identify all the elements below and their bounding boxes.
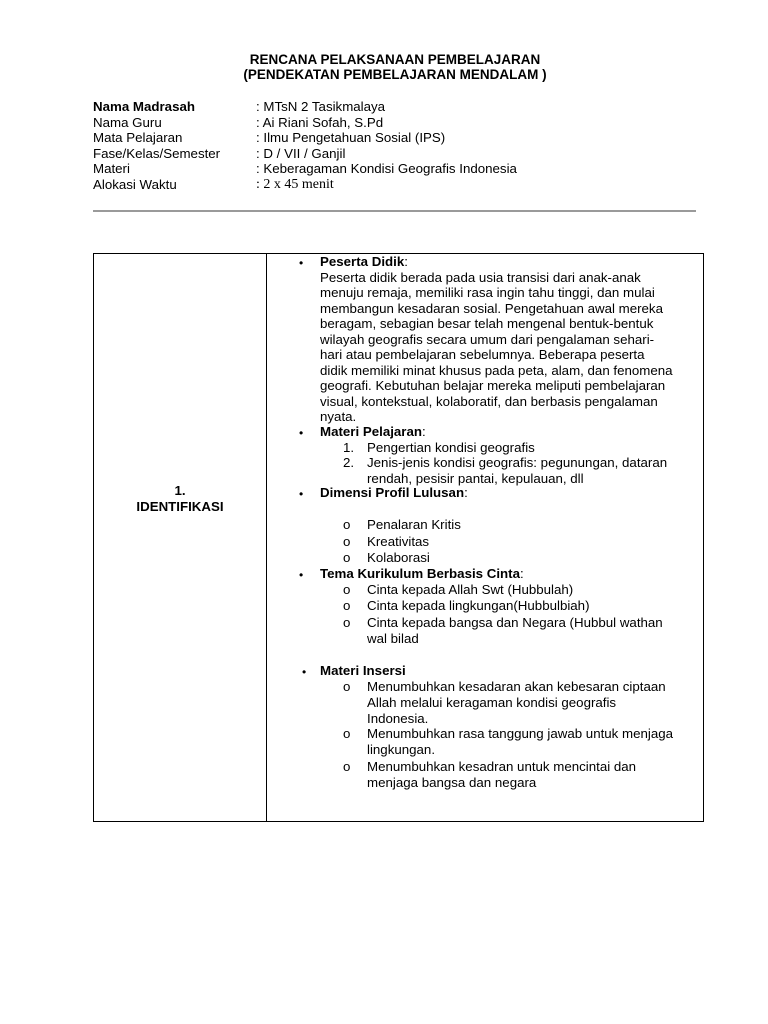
bullet-icon: • [299,426,304,440]
section-name: IDENTIFIKASI [136,498,224,514]
info-label: Nama Madrasah [93,99,195,114]
bullet-icon: • [299,256,304,270]
horizontal-rule [93,210,696,212]
peserta-heading-line [320,254,408,270]
list-item: rendah, pesisir pantai, kepulauan, dll [367,470,584,486]
colon: : [422,424,426,439]
info-label: Materi [93,161,130,176]
circle-bullet-icon: o [343,679,351,694]
text-line: membangun kesadaran sosial. Pengetahuan awal mereka [320,300,663,316]
content-cell [94,254,705,823]
text-line: beragam, sebagian besar telah mengenal bentuk-bentuk [320,316,654,331]
circle-bullet-icon: o [343,598,351,613]
list-item: Menumbuhkan rasa tanggung jawab untuk menjaga [367,726,674,741]
bullet-icon: • [299,487,304,501]
materi-heading-line [320,424,426,440]
list-item: Kreativitas [367,533,430,549]
list-item: Menumbuhkan kesadaran akan kebesaran ciptaan [367,679,666,694]
list-item: Indonesia. [367,710,429,726]
list-item: Menumbuhkan kesadran untuk mencintai dan [367,759,637,774]
document-subtitle: (PENDEKATAN PEMBELAJARAN MENDALAM ) [243,67,547,82]
list-item: Cinta kepada bangsa dan Negara (Hubbul wathan [367,615,663,630]
bullet-icon: • [302,665,307,679]
info-value: : Keberagaman Kondisi Geografis Indonesia [256,161,517,176]
info-value: : Ai Riani Sofah, S.Pd [256,114,384,130]
info-value: : D / VII / Ganjil [256,145,346,161]
text-line: hari atau pembelajaran sebelumnya. Beberapa peserta [320,347,645,362]
tema-heading-line [320,566,524,582]
list-item: Penalaran Kritis [367,517,461,532]
circle-bullet-icon: o [343,615,351,630]
dimensi-heading: Dimensi Profil Lulusan [320,485,465,500]
info-value: : MTsN 2 Tasikmalaya [256,99,386,114]
list-item: Cinta kepada lingkungan(Hubbulbiah) [367,598,590,613]
circle-bullet-icon: o [343,582,351,597]
list-item: Cinta kepada Allah Swt (Hubbulah) [367,582,574,597]
list-item: Jenis-jenis kondisi geografis: pegunungan, dataran [367,455,668,470]
dimensi-heading-line [320,485,468,501]
text-line: menuju remaja, memiliki rasa ingin tahu tinggi, dan mulai [320,285,655,300]
info-label: Fase/Kelas/Semester [93,145,221,161]
materi-heading: Materi Pelajaran [320,424,422,439]
list-item: wal bilad [367,631,419,646]
list-item: Allah melalui keragaman kondisi geografis [367,695,617,710]
circle-bullet-icon: o [343,759,351,774]
colon: : [520,566,524,581]
section-number: 1. [174,483,186,498]
list-number: 2. [343,455,355,470]
info-label: Nama Guru [93,114,162,130]
circle-bullet-icon: o [343,550,351,565]
circle-bullet-icon: o [343,517,351,532]
text-line: geografi. Kebutuhan belajar mereka meliputi pembelajaran [320,378,666,393]
tema-heading: Tema Kurikulum Berbasis Cinta [320,566,520,581]
bullet-icon: • [299,568,304,582]
colon: : [404,254,408,269]
text-line: visual, kontekstual, kolaboratif, dan berbasis pengalaman [320,393,658,409]
list-item: lingkungan. [367,742,436,757]
text-line: didik memiliki minat khusus pada peta, alam, dan fenomena [320,362,673,378]
info-label: Mata Pelajaran [93,130,183,145]
document-title: RENCANA PELAKSANAAN PEMBELAJARAN [249,52,541,67]
colon: : [464,485,468,500]
list-item: menjaga bangsa dan negara [367,775,537,790]
list-item: Kolaborasi [367,550,430,565]
insersi-heading: Materi Insersi [320,663,406,678]
list-number: 1. [343,439,355,455]
text-line: wilayah geografis secara umum dari pengalaman sehari- [320,331,655,347]
text-line: nyata. [320,409,357,424]
circle-bullet-icon: o [343,533,351,549]
circle-bullet-icon: o [343,726,351,741]
info-label: Alokasi Waktu [93,176,177,192]
info-value: : 2 x 45 menit [256,176,334,192]
peserta-heading: Peserta Didik [320,254,405,269]
identification-table [93,253,704,822]
text-line: Peserta didik berada pada usia transisi dari anak-anak [320,269,641,285]
info-value: : Ilmu Pengetahuan Sosial (IPS) [256,130,446,145]
list-item: Pengertian kondisi geografis [367,439,535,455]
